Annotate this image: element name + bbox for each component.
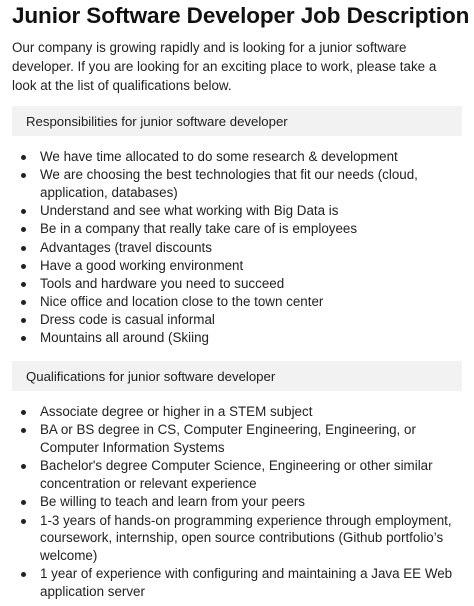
list-item-text: Be willing to teach and learn from your peers [40, 494, 305, 510]
list-item-text: Mountains all around (Skiing [40, 330, 209, 346]
list-item [12, 166, 462, 202]
bullet-icon [21, 500, 26, 505]
list-item-text: Bachelor's degree Computer Science, Engineering or other similar concentration or relevant experience [40, 458, 433, 492]
bullet-icon [21, 519, 26, 524]
list-item [12, 202, 462, 220]
bullet-icon [21, 155, 26, 160]
bullet-icon [21, 282, 26, 287]
list-item-text: Associate degree or higher in a STEM subject [40, 404, 313, 420]
list-item-text: Tools and hardware you need to succeed [40, 275, 285, 291]
bullet-icon [21, 410, 26, 415]
list-item [12, 239, 462, 257]
qualifications-section [12, 361, 462, 601]
bullet-icon [21, 173, 26, 178]
qualifications-heading-text: Qualifications for junior software developer [26, 368, 276, 384]
bullet-icon [21, 209, 26, 214]
list-item-text: Understand and see what working with Big Data is [40, 203, 339, 219]
list-item [12, 457, 462, 493]
list-item [12, 311, 462, 329]
responsibilities-section [12, 106, 462, 347]
intro-paragraph: Our company is growing rapidly and is looking for a junior software developer. If you are looking for an exciting place to work, please take a look at the list of qualifications below. [12, 40, 437, 93]
list-item [12, 329, 462, 347]
page-title: Junior Software Developer Job Description [12, 3, 470, 28]
responsibilities-heading-text: Responsibilities for junior software developer [26, 113, 288, 129]
list-item [12, 403, 462, 421]
qualifications-heading [12, 361, 462, 391]
bullet-icon [21, 428, 26, 433]
list-item-text: Be in a company that really take care of is employees [40, 221, 358, 237]
responsibilities-list [12, 148, 462, 347]
list-item [12, 293, 462, 311]
bullet-icon [21, 264, 26, 269]
list-item [12, 275, 462, 293]
list-item-text: BA or BS degree in CS, Computer Engineering, Engineering, or Computer Information Systems [40, 422, 416, 456]
list-item-text: Have a good working environment [40, 257, 244, 273]
list-item-text: Advantages (travel discounts [40, 239, 212, 255]
bullet-icon [21, 318, 26, 323]
list-item-text: We are choosing the best technologies that fit our needs (cloud, application, databases) [40, 167, 418, 200]
bullet-icon [21, 336, 26, 341]
bullet-icon [21, 572, 26, 577]
bullet-icon [21, 300, 26, 305]
list-item [12, 421, 462, 457]
bullet-icon [21, 246, 26, 251]
list-item [12, 493, 462, 511]
list-item-text: Dress code is casual informal [40, 312, 215, 328]
bullet-icon [21, 464, 26, 469]
list-item-text: Nice office and location close to the town center [40, 294, 324, 310]
list-item-text: 1 year of experience with configuring and maintaining a Java EE Web application server [40, 566, 453, 600]
list-item [12, 257, 462, 275]
list-item [12, 148, 462, 166]
qualifications-list [12, 403, 462, 601]
list-item-text: 1-3 years of hands-on programming experience through employment, coursework, internship, open source contributions (Github portfolio’s welcome) [40, 512, 452, 564]
list-item [12, 220, 462, 238]
list-item [12, 512, 462, 565]
bullet-icon [21, 227, 26, 232]
list-item [12, 565, 462, 601]
list-item-text: We have time allocated to do some research & development [40, 149, 398, 164]
responsibilities-heading [12, 106, 462, 136]
